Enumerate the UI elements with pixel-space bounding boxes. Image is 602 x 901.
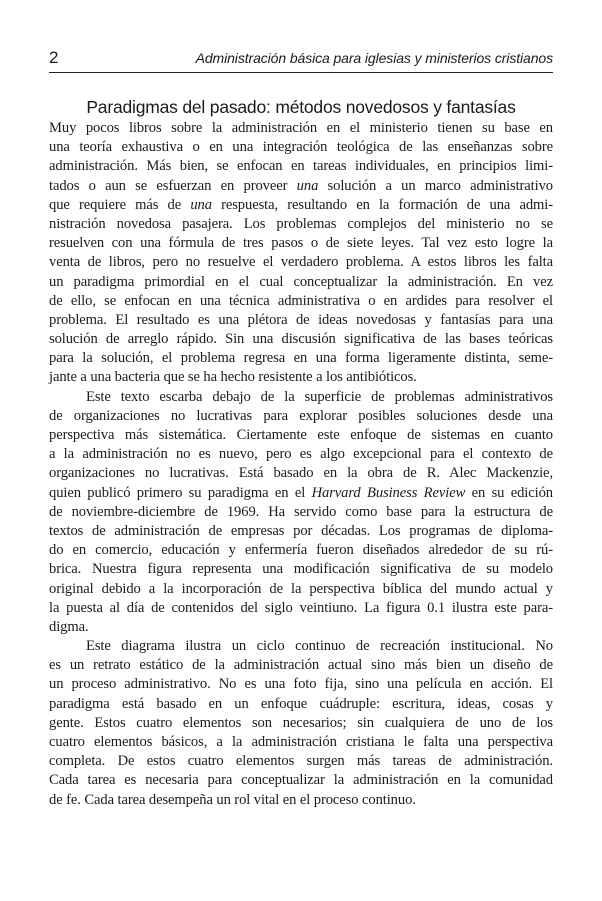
text-line: problema. El resultado es una plétora de ideas novedosas y fantasías para una: [49, 311, 553, 328]
running-header: [49, 44, 553, 74]
text-line: [49, 196, 553, 215]
text-line: solución de arreglo rápido. Sin una discusión significativa de las bases teóricas: [49, 331, 553, 348]
italic-emphasis: una: [190, 196, 212, 213]
paragraph: [49, 637, 553, 810]
section-title: Paradigmas del pasado: métodos novedosos y fantasías: [86, 97, 516, 117]
text-line: nistración novedosa pasajera. Los problemas complejos del ministerio no se: [49, 215, 553, 232]
text-line: para la solución, el problema regresa en una forma ligeramente distinta, seme-: [49, 350, 553, 367]
text-line: textos de administración de empresas por décadas. Los programas de diploma-: [49, 522, 553, 539]
text-segment: en su edición: [465, 484, 553, 501]
text-line: brica. Nuestra figura representa una modificación significativa de su modelo: [49, 561, 553, 578]
text-line: gente. Estos cuatro elementos son necesarios; sin cualquiera de uno de los: [49, 714, 553, 731]
text-line: [49, 177, 553, 196]
text-segment: que requiere más de: [49, 196, 191, 213]
text-segment: solución a un marco administrativo: [318, 177, 553, 194]
text-line: paradigma está basado en un enfoque cuádruple: escritura, ideas, cosas y: [49, 695, 553, 712]
text-segment: respuesta, resultando en la formación de una admi-: [211, 196, 553, 213]
text-line: a la administración no es nuevo, pero es algo excepcional para el contexto de: [49, 446, 553, 463]
text-line: la puesta al día de contenidos del siglo veintiuno. La figura 0.1 ilustra este para-: [49, 599, 553, 616]
text-line: de fe. Cada tarea desempeña un rol vital en el proceso continuo.: [49, 791, 416, 808]
text-line: administración. Más bien, se enfocan en tareas individuales, en principios limi-: [49, 158, 553, 175]
text-line: de noviembre-diciembre de 1969. Ha servido como base para la estructura de: [49, 503, 553, 520]
text-line: venta de libros, pero no resuelve el verdadero problema. A estos libros les falta: [49, 254, 553, 271]
italic-emphasis: una: [296, 177, 319, 194]
text-segment: quien publicó primero su paradigma en el: [49, 484, 312, 501]
text-line: Cada tarea es necesaria para conceptualizar la administración en la comunidad: [49, 772, 553, 789]
text-line: original debido a la incorporación de la perspectiva bíblica del mundo actual y: [49, 580, 553, 597]
text-line: organizaciones no lucrativas. Está basado en la obra de R. Alec Mackenzie,: [49, 465, 553, 482]
text-line: de ello, se enfocan en una técnica administrativa o en ardides para resolver el: [49, 292, 553, 309]
text-line: Este diagrama ilustra un ciclo continuo de recreación institucional. No: [86, 638, 553, 655]
text-line: [49, 484, 553, 503]
text-line: una teoría exhaustiva o en una integración teológica de las enseñanzas sobre: [49, 139, 553, 156]
page-number: 2: [49, 48, 59, 67]
text-line: un paradigma primordial en el cual conceptualizar la administración. En vez: [49, 273, 553, 290]
text-line: digma.: [49, 618, 89, 635]
text-line: es un retrato estático de la administración actual sino más bien un diseño de: [49, 657, 553, 674]
body-text: [49, 119, 553, 810]
text-line: resuelven con una fórmula de tres pasos o de siete leyes. Tal vez esto logre la: [49, 235, 553, 252]
text-line: Muy pocos libros sobre la administración en el ministerio tienen su base en: [49, 120, 553, 136]
text-line: Este texto escarba debajo de la superficie de problemas administrativos: [86, 388, 553, 405]
text-line: jante a una bacteria que se ha hecho resistente a los antibióticos.: [49, 369, 417, 386]
text-line: do en comercio, educación y enfermería fueron diseñados alrededor de su rú-: [49, 542, 553, 559]
running-head-title: Administración básica para iglesias y ministerios cristianos: [195, 50, 553, 66]
text-line: perspectiva más sistemática. Ciertamente este enfoque de sistemas en cuanto: [49, 427, 553, 443]
header-rule: [49, 72, 553, 73]
paragraph: [49, 119, 553, 388]
paragraph: [49, 388, 553, 637]
text-line: completa. De estos cuatro elementos surgen más tareas de administración.: [49, 753, 553, 770]
text-line: de organizaciones no lucrativas para explorar posibles soluciones desde una: [49, 407, 553, 424]
text-line: un proceso administrativo. No es una foto fija, sino una película en acción. El: [49, 676, 553, 693]
text-line: cuatro elementos básicos, a la administración cristiana le falta una perspectiva: [49, 734, 553, 750]
italic-emphasis: Harvard Business Review: [311, 484, 466, 501]
text-segment: tados o aun se esfuerzan en proveer: [49, 177, 297, 194]
